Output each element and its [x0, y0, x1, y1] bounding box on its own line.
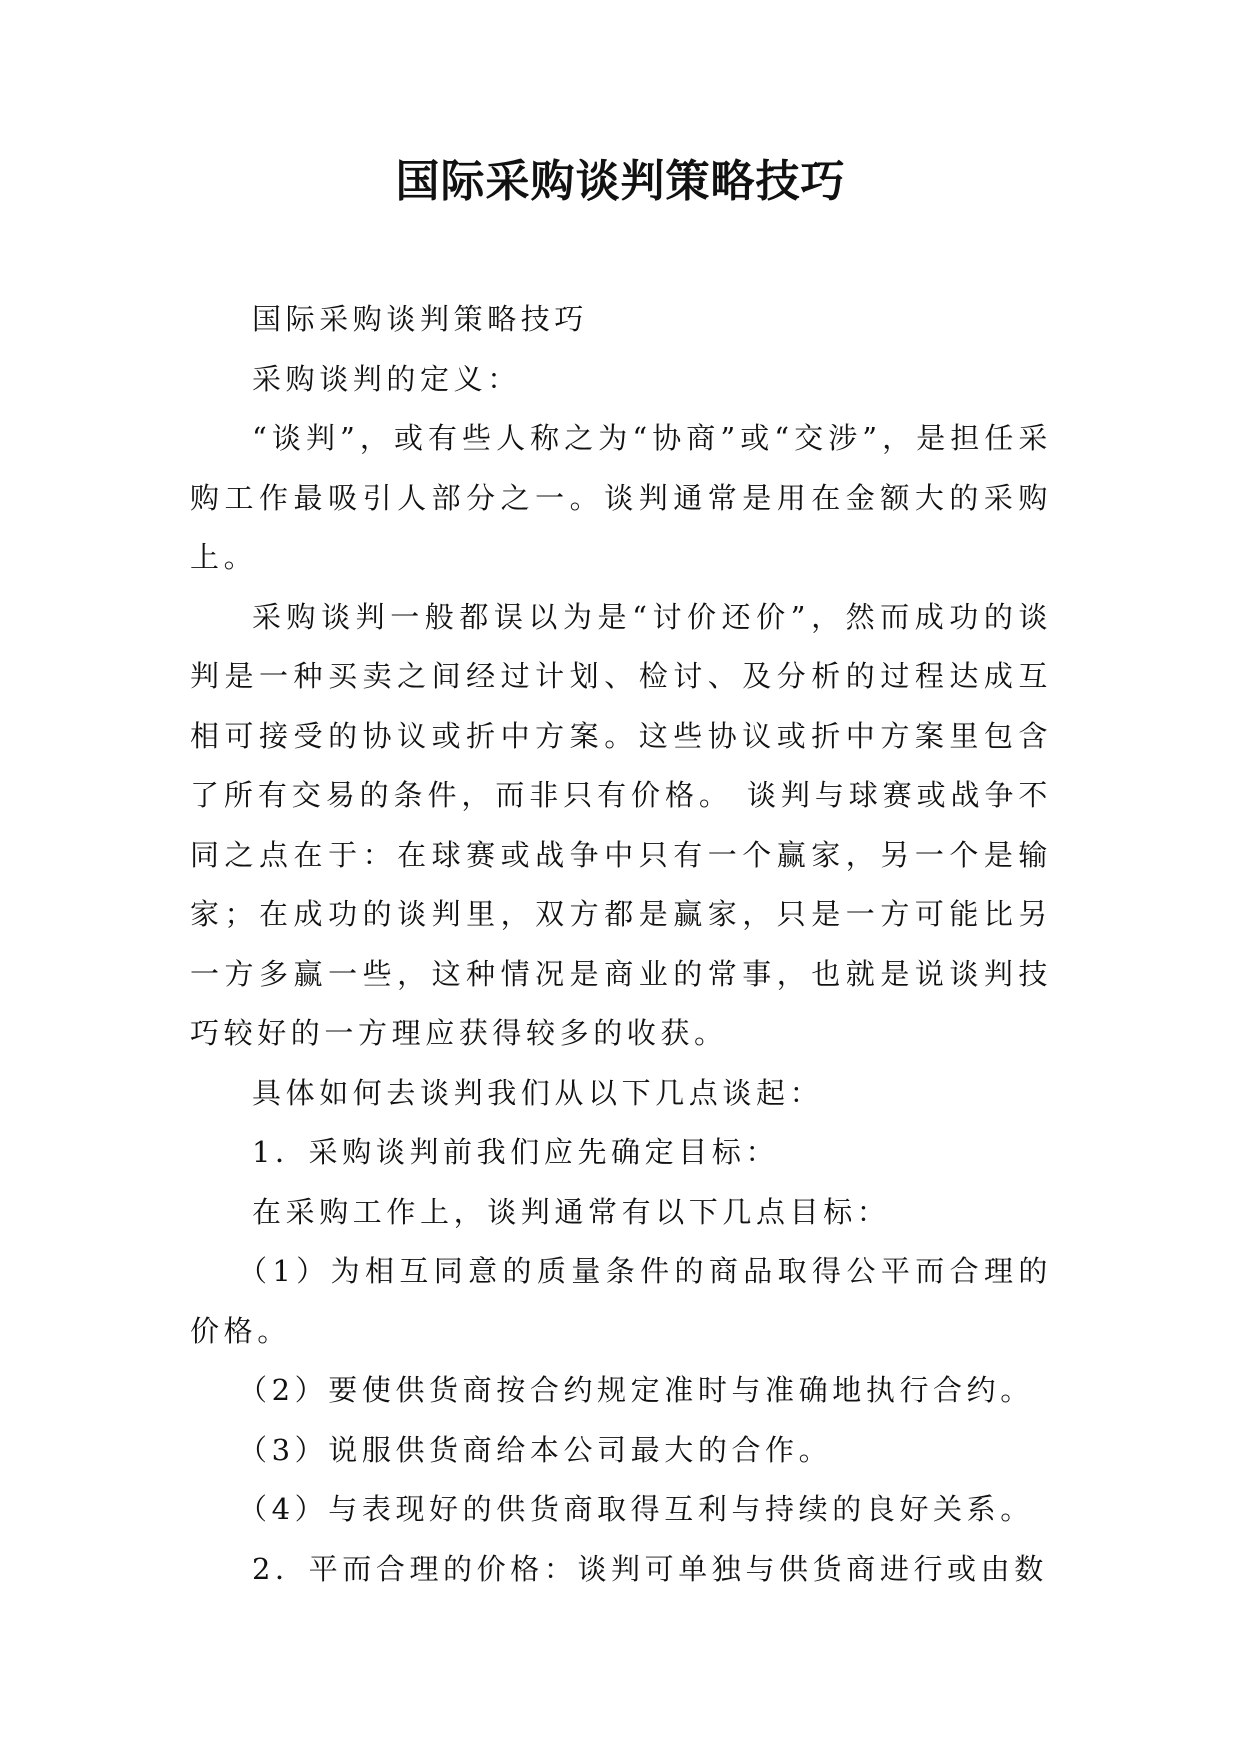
page-title: 国际采购谈判策略技巧 — [395, 156, 846, 207]
list-item-goal-1: （1）为相互同意的质量条件的商品取得公平而合理的价格。 — [190, 1254, 1052, 1348]
paragraph-point-2: 2．平而合理的价格：谈判可单独与供货商进行或由数 — [252, 1551, 1048, 1586]
list-item-goal-4: （4）与表现好的供货商取得互利与持续的良好关系。 — [238, 1492, 1034, 1526]
list-item-goal-2: （2）要使供货商按合约规定准时与准确地执行合约。 — [238, 1373, 1034, 1407]
paragraph-negotiation-explanation: 采购谈判一般都误以为是“讨价还价”，然而成功的谈判是一种买卖之间经过计划、检讨、及分析的过程达成互相可接受的协议或折中方案。这些协议或折中方案里包含了所有交易的条件，而非只有价格。 谈判与球赛或战争不同之点在于：在球赛或战争中只有一个赢家，另一个是输家；在成功的谈判里，双方都是赢家，只是一方可能比另一方多赢一些，这种情况是商业的常事，也就是说谈判技巧较好的一方理应获得较多的收获。 — [190, 599, 1052, 1050]
paragraph-definition-heading: 采购谈判的定义： — [252, 361, 521, 396]
paragraph-goals-intro: 在采购工作上，谈判通常有以下几点目标： — [252, 1194, 891, 1229]
list-item-goal-3: （3）说服供货商给本公司最大的合作。 — [238, 1432, 833, 1467]
paragraph-how-to-intro: 具体如何去谈判我们从以下几点谈起： — [252, 1075, 824, 1110]
paragraph-point-1-heading: 1．采购谈判前我们应先确定目标： — [252, 1135, 780, 1169]
paragraph-subtitle: 国际采购谈判策略技巧 — [252, 302, 589, 336]
document-body — [190, 290, 1052, 1599]
paragraph-definition: “谈判”，或有些人称之为“协商”或“交涉”，是担任采购工作最吸引人部分之一。谈判通常是用在金额大的采购上。 — [190, 421, 1052, 574]
